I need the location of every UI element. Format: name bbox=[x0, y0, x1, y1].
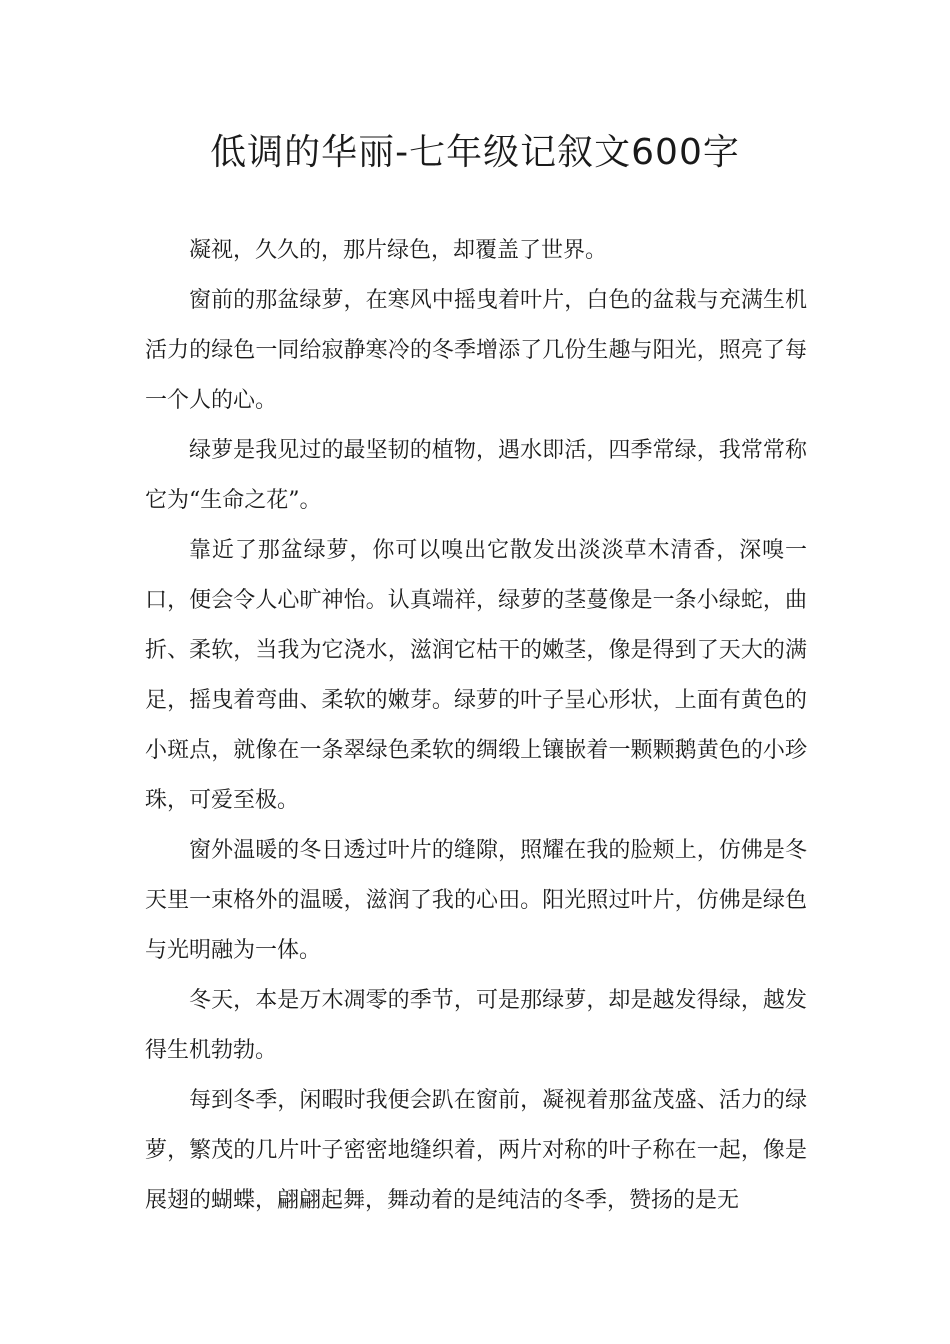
paragraph-7: 每到冬季，闲暇时我便会趴在窗前，凝视着那盆茂盛、活力的绿萝，繁茂的几片叶子密密地缝织着，两片对称的叶子称在一起，像是展翅的蝴蝶，翩翩起舞，舞动着的是纯洁的冬季，赞扬的是无 bbox=[145, 1088, 807, 1213]
paragraph-4: 靠近了那盆绿萝，你可以嗅出它散发出淡淡草木清香，深嗅一口，便会令人心旷神怡。认真端祥，绿萝的茎蔓像是一条小绿蛇，曲折、柔软，当我为它浇水，滋润它枯干的嫩茎，像是得到了天大的满足，摇曳着弯曲、柔软的嫩芽。绿萝的叶子呈心形状，上面有黄色的小斑点，就像在一条翠绿色柔软的绸缎上镶嵌着一颗颗鹅黄色的小珍珠，可爱至极。 bbox=[145, 538, 807, 813]
document-title: 低调的华丽-七年级记叙文600字 bbox=[210, 132, 740, 173]
paragraph-5: 窗外温暖的冬日透过叶片的缝隙，照耀在我的脸颊上，仿佛是冬天里一束格外的温暖，滋润了我的心田。阳光照过叶片，仿佛是绿色与光明融为一体。 bbox=[145, 838, 807, 963]
paragraph-6: 冬天，本是万木凋零的季节，可是那绿萝，却是越发得绿，越发得生机勃勃。 bbox=[145, 988, 807, 1063]
paragraph-2: 窗前的那盆绿萝，在寒风中摇曳着叶片，白色的盆栽与充满生机活力的绿色一同给寂静寒冷的冬季增添了几份生趣与阳光，照亮了每一个人的心。 bbox=[145, 288, 807, 413]
paragraph-3: 绿萝是我见过的最坚韧的植物，遇水即活，四季常绿，我常常称它为“生命之花”。 bbox=[145, 438, 807, 513]
paragraph-1: 凝视，久久的，那片绿色，却覆盖了世界。 bbox=[189, 238, 608, 263]
document-body bbox=[145, 226, 807, 1226]
